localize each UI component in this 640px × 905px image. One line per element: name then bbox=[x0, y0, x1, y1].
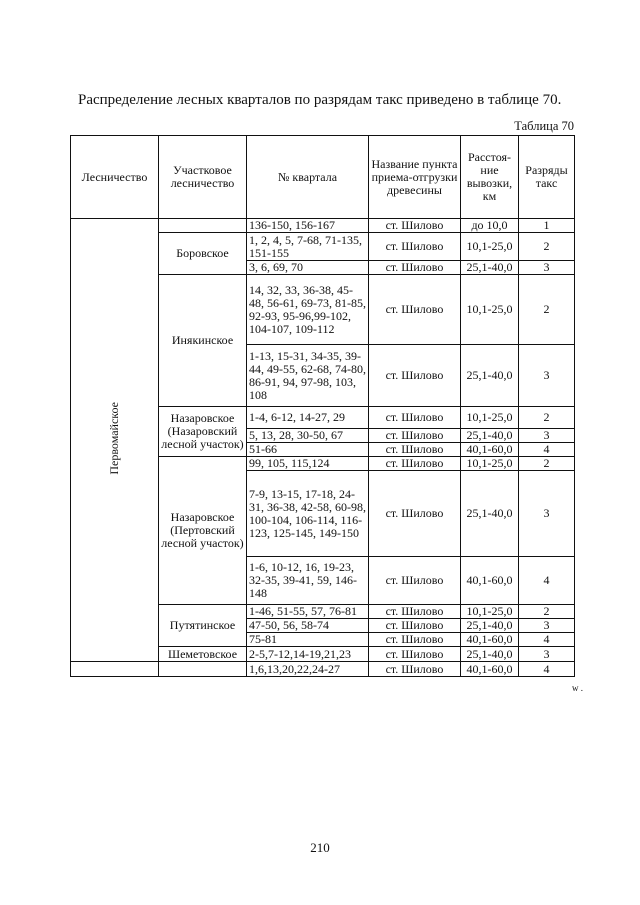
station-cell: ст. Шилово bbox=[369, 407, 461, 429]
quarters-cell: 51-66 bbox=[247, 443, 369, 457]
category-cell: 4 bbox=[519, 557, 575, 605]
category-cell: 2 bbox=[519, 457, 575, 471]
quarters-cell: 47-50, 56, 58-74 bbox=[247, 619, 369, 633]
category-cell: 4 bbox=[519, 662, 575, 677]
forestry-cell bbox=[71, 219, 159, 662]
quarters-cell: 75-81 bbox=[247, 633, 369, 647]
quarters-cell: 1-13, 15-31, 34-35, 39-44, 49-55, 62-68, 74-80, 86-91, 94, 97-98, 103, 108 bbox=[247, 345, 369, 407]
station-cell: ст. Шилово bbox=[369, 471, 461, 557]
tax-category-table bbox=[70, 135, 575, 677]
distance-cell: 40,1-60,0 bbox=[461, 633, 519, 647]
district-cell: Назаровское (Пертовский лесной участок) bbox=[159, 457, 247, 605]
quarters-cell: 136-150, 156-167 bbox=[247, 219, 369, 233]
station-cell: ст. Шилово bbox=[369, 619, 461, 633]
quarters-cell: 1-46, 51-55, 57, 76-81 bbox=[247, 605, 369, 619]
category-cell: 4 bbox=[519, 633, 575, 647]
station-cell: ст. Шилово bbox=[369, 662, 461, 677]
column-header: Участковое лесничество bbox=[159, 136, 247, 219]
category-cell: 3 bbox=[519, 471, 575, 557]
quarters-cell: 1-6, 10-12, 16, 19-23, 32-35, 39-41, 59, 146-148 bbox=[247, 557, 369, 605]
quarters-cell: 2-5,7-12,14-19,21,23 bbox=[247, 647, 369, 662]
table-row bbox=[71, 219, 575, 233]
table-header-row bbox=[71, 136, 575, 219]
category-cell: 1 bbox=[519, 219, 575, 233]
column-header: Название пункта приема-отгрузки древесины bbox=[369, 136, 461, 219]
station-cell: ст. Шилово bbox=[369, 557, 461, 605]
category-cell: 3 bbox=[519, 261, 575, 275]
distance-cell: 40,1-60,0 bbox=[461, 662, 519, 677]
category-cell: 3 bbox=[519, 619, 575, 633]
category-cell: 2 bbox=[519, 605, 575, 619]
station-cell: ст. Шилово bbox=[369, 275, 461, 345]
distance-cell: 25,1-40,0 bbox=[461, 471, 519, 557]
station-cell: ст. Шилово bbox=[369, 647, 461, 662]
distance-cell: до 10,0 bbox=[461, 219, 519, 233]
category-cell: 2 bbox=[519, 407, 575, 429]
district-cell: Инякинское bbox=[159, 275, 247, 407]
quarters-cell: 1, 2, 4, 5, 7-68, 71-135, 151-155 bbox=[247, 233, 369, 261]
distance-cell: 25,1-40,0 bbox=[461, 345, 519, 407]
quarters-cell: 14, 32, 33, 36-38, 45-48, 56-61, 69-73, 81-85, 92-93, 95-96,99-102, 104-107, 109-112 bbox=[247, 275, 369, 345]
scan-mark: w . bbox=[572, 683, 583, 693]
table-caption: Таблица 70 bbox=[514, 119, 574, 133]
district-cell: Назаровское (Назаровский лесной участок) bbox=[159, 407, 247, 457]
forestry-name: Первомайское bbox=[107, 402, 121, 475]
distance-cell: 10,1-25,0 bbox=[461, 233, 519, 261]
category-cell: 2 bbox=[519, 233, 575, 261]
station-cell: ст. Шилово bbox=[369, 605, 461, 619]
category-cell: 3 bbox=[519, 647, 575, 662]
category-cell: 2 bbox=[519, 275, 575, 345]
station-cell: ст. Шилово bbox=[369, 443, 461, 457]
station-cell: ст. Шилово bbox=[369, 261, 461, 275]
page-heading: Распределение лесных кварталов по разрядам такс приведено в таблице 70. bbox=[78, 92, 562, 108]
forestry-cell bbox=[71, 662, 159, 677]
distance-cell: 25,1-40,0 bbox=[461, 261, 519, 275]
station-cell: ст. Шилово bbox=[369, 429, 461, 443]
distance-cell: 40,1-60,0 bbox=[461, 557, 519, 605]
quarters-cell: 5, 13, 28, 30-50, 67 bbox=[247, 429, 369, 443]
category-cell: 3 bbox=[519, 429, 575, 443]
quarters-cell: 7-9, 13-15, 17-18, 24-31, 36-38, 42-58, 60-98, 100-104, 106-114, 116-123, 125-145, 149-150 bbox=[247, 471, 369, 557]
district-cell bbox=[159, 219, 247, 233]
table-body bbox=[71, 219, 575, 677]
distance-cell: 10,1-25,0 bbox=[461, 407, 519, 429]
distance-cell: 25,1-40,0 bbox=[461, 647, 519, 662]
station-cell: ст. Шилово bbox=[369, 633, 461, 647]
quarters-cell: 1,6,13,20,22,24-27 bbox=[247, 662, 369, 677]
distance-cell: 10,1-25,0 bbox=[461, 275, 519, 345]
station-cell: ст. Шилово bbox=[369, 457, 461, 471]
quarters-cell: 1-4, 6-12, 14-27, 29 bbox=[247, 407, 369, 429]
category-cell: 3 bbox=[519, 345, 575, 407]
distance-cell: 40,1-60,0 bbox=[461, 443, 519, 457]
district-cell: Путятинское bbox=[159, 605, 247, 647]
district-cell bbox=[159, 662, 247, 677]
distance-cell: 25,1-40,0 bbox=[461, 429, 519, 443]
district-cell: Боровское bbox=[159, 233, 247, 275]
quarters-cell: 3, 6, 69, 70 bbox=[247, 261, 369, 275]
column-header: Лесничество bbox=[71, 136, 159, 219]
station-cell: ст. Шилово bbox=[369, 233, 461, 261]
table-row bbox=[71, 662, 575, 677]
distance-cell: 25,1-40,0 bbox=[461, 619, 519, 633]
column-header: Расстоя-ние вывозки, км bbox=[461, 136, 519, 219]
distance-cell: 10,1-25,0 bbox=[461, 605, 519, 619]
page-number: 210 bbox=[310, 840, 330, 855]
station-cell: ст. Шилово bbox=[369, 219, 461, 233]
station-cell: ст. Шилово bbox=[369, 345, 461, 407]
column-header: № квартала bbox=[247, 136, 369, 219]
quarters-cell: 99, 105, 115,124 bbox=[247, 457, 369, 471]
district-cell: Шеметовское bbox=[159, 647, 247, 662]
distance-cell: 10,1-25,0 bbox=[461, 457, 519, 471]
column-header: Разряды такс bbox=[519, 136, 575, 219]
category-cell: 4 bbox=[519, 443, 575, 457]
